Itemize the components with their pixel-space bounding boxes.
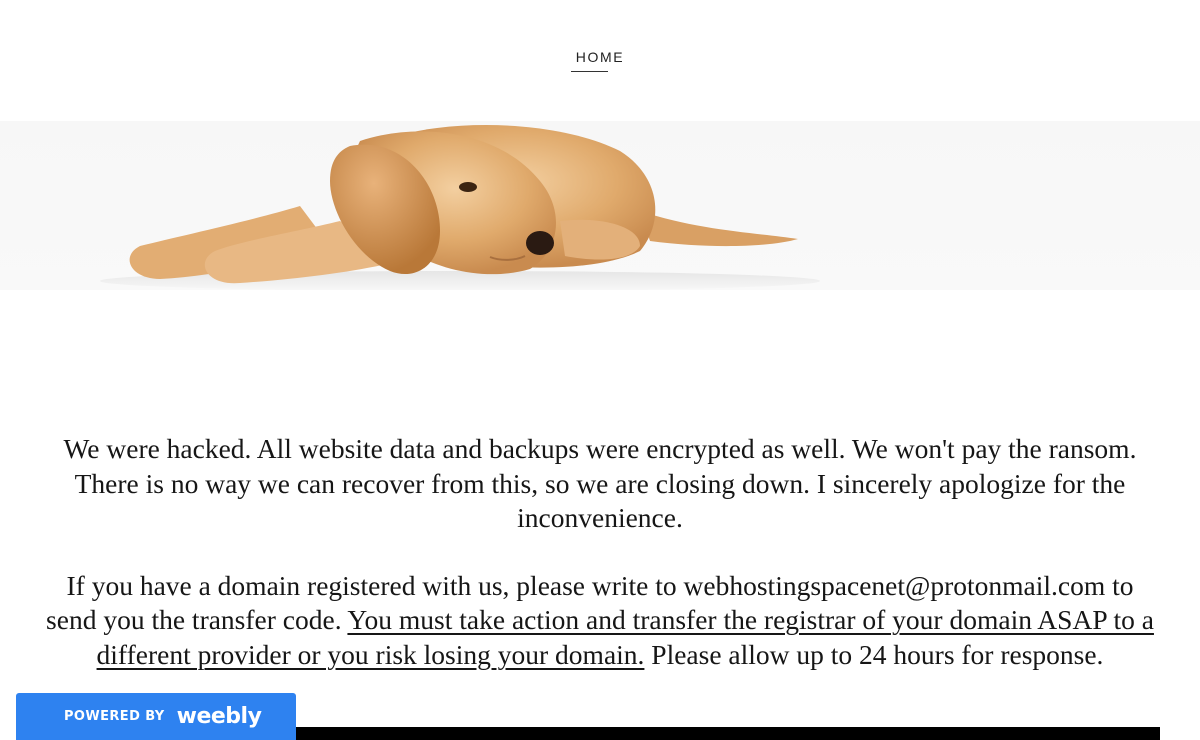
puppy-illustration: [0, 121, 1200, 290]
puppy-banner-image: [0, 121, 1200, 290]
domain-transfer-paragraph: [40, 569, 1160, 673]
hack-notice-paragraph: We were hacked. All website data and backups were encrypted as well. We won't pay the ransom. There is no way we can recover from this, so we are closing down. I sincerely apologize for the inconvenience.: [63, 433, 1137, 533]
nav-active-underline: [571, 71, 608, 72]
paragraph-gap: [40, 536, 1160, 569]
powered-by-label: POWERED BY: [64, 709, 165, 724]
urgent-warning-text: You must take action and transfer the registrar of your domain ASAP to a different provider or you risk losing your domain.: [96, 604, 1154, 670]
powered-by-weebly-badge[interactable]: [16, 693, 296, 740]
puppy-eye: [459, 182, 477, 192]
puppy-tail: [640, 211, 798, 246]
main-message: [40, 432, 1160, 672]
transfer-instructions-text: If you have a domain registered with us, please write to webhostingspacenet@protonmail.com to send you the transfer code.: [46, 569, 1134, 635]
top-navigation: [0, 0, 1200, 120]
weebly-logo: weebly: [176, 704, 262, 729]
puppy-nose: [526, 231, 554, 255]
nav-home-link[interactable]: HOME: [575, 49, 625, 65]
response-time-text: Please allow up to 24 hours for response.: [644, 638, 1104, 670]
